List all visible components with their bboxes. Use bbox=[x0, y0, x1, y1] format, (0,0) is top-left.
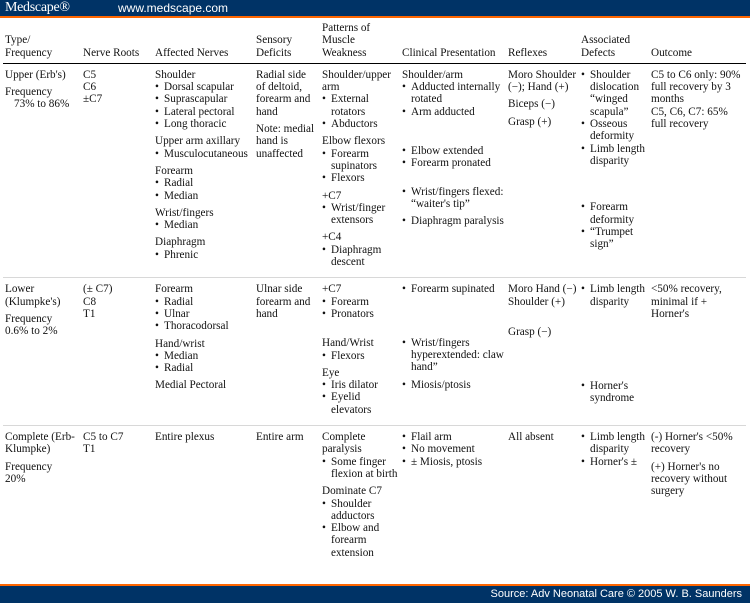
clinical-cell: • Forearm supinated • Wrist/fingers hyperextended: claw hand” • Miosis/ptosis bbox=[400, 278, 506, 426]
nerves-cell: Forearm • Radial • Ulnar • Thoracodorsal Hand/wrist • Median • Radial Medial Pectoral bbox=[153, 278, 254, 426]
medscape-header-bar bbox=[0, 0, 750, 18]
sensory-cell: Entire arm bbox=[256, 431, 304, 444]
medscape-logo[interactable]: Medscape® bbox=[5, 0, 70, 15]
outcome-cell: (-) Horner's <50% recovery (+) Horner's no recovery without surgery bbox=[651, 431, 733, 498]
reflexes-cell: Moro Shoulder (−); Hand (+) Biceps (−) Grasp (+) bbox=[506, 63, 579, 277]
muscle-cell: +C7 • Forearm • Pronators Hand/Wrist • Flexors Eye • Iris dilator • Eyelid elevators bbox=[320, 278, 400, 426]
defects-cell: • Limb length disparity • Horner's syndrome bbox=[579, 278, 649, 426]
nerves-cell: Shoulder • Dorsal scapular • Suprascapular • Lateral pectoral • Long thoracic Upper arm axillary • Musculocutaneous Forearm • Radial • Median Wrist/fingers • Median Diaphragm • Phrenic bbox=[153, 63, 254, 277]
reflexes-cell: Moro Hand (−) Shoulder (+) Grasp (−) bbox=[506, 278, 579, 426]
column-header: Nerve Roots bbox=[81, 22, 153, 63]
brachial-plexus-injury-table bbox=[3, 22, 746, 568]
column-header: Sensory Deficits bbox=[254, 22, 320, 63]
roots-cell: C5 to C7 T1 bbox=[83, 431, 124, 456]
type-cell: Upper (Erb's) Frequency 73% to 86% bbox=[3, 63, 81, 277]
column-header: Type/ Frequency bbox=[3, 22, 81, 63]
defects-cell: • Shoulder dislocation “winged scapula” • Osseous deformity • Limb length disparity • Forearm deformity • “Trumpet sign” bbox=[579, 63, 649, 277]
table-row-complete bbox=[3, 426, 746, 568]
table-header-row bbox=[3, 22, 746, 63]
defects-cell: • Limb length disparity • Horner's ± bbox=[579, 426, 649, 568]
nerves-cell: Entire plexus bbox=[155, 431, 215, 444]
source-footer-bar bbox=[0, 584, 750, 603]
clinical-cell: Shoulder/arm • Adducted internally rotated • Arm adducted • Elbow extended • Forearm pronated • Wrist/fingers flexed: “waiter's tip” • Diaphragm paralysis bbox=[400, 63, 506, 277]
column-header: Associated Defects bbox=[579, 22, 649, 63]
muscle-cell: Complete paralysis • Some finger flexion at birth Dominate C7 • Shoulder adductors • Elbow and forearm extension bbox=[320, 426, 400, 568]
column-header: Affected Nerves bbox=[153, 22, 254, 63]
outcome-cell: <50% recovery, minimal if + Horner's bbox=[649, 278, 746, 426]
source-citation: Source: Adv Neonatal Care © 2005 W. B. Saunders bbox=[490, 588, 742, 600]
column-header: Clinical Presentation bbox=[400, 22, 506, 63]
column-header: Outcome bbox=[649, 22, 746, 63]
reflexes-cell: All absent bbox=[508, 431, 554, 444]
sensory-cell: Radial side of deltoid, forearm and hand Note: medial hand is unaffected bbox=[254, 63, 320, 277]
clinical-cell: • Flail arm • No movement • ± Miosis, ptosis bbox=[400, 426, 506, 568]
type-cell: Complete (Erb-Klumpke) Frequency 20% bbox=[5, 431, 75, 485]
column-header: Reflexes bbox=[506, 22, 579, 63]
roots-cell: (± C7) C8 T1 bbox=[81, 278, 153, 426]
outcome-cell: C5 to C6 only: 90% full recovery by 3 months C5, C6, C7: 65% full recovery bbox=[649, 63, 746, 277]
column-header: Patterns of Muscle Weakness bbox=[320, 22, 400, 63]
site-url[interactable]: www.medscape.com bbox=[118, 1, 229, 15]
muscle-cell: Shoulder/upper arm • External rotators • Abductors Elbow flexors • Forearm supinators • Flexors +C7 • Wrist/finger extensors +C4 • Diaphragm descent bbox=[320, 63, 400, 277]
type-cell: Lower (Klumpke's) Frequency 0.6% to 2% bbox=[3, 278, 81, 426]
table-row-lower bbox=[3, 278, 746, 426]
sensory-cell: Ulnar side forearm and hand bbox=[254, 278, 320, 426]
table-row-upper bbox=[3, 63, 746, 277]
roots-cell: C5 C6 ±C7 bbox=[81, 63, 153, 277]
